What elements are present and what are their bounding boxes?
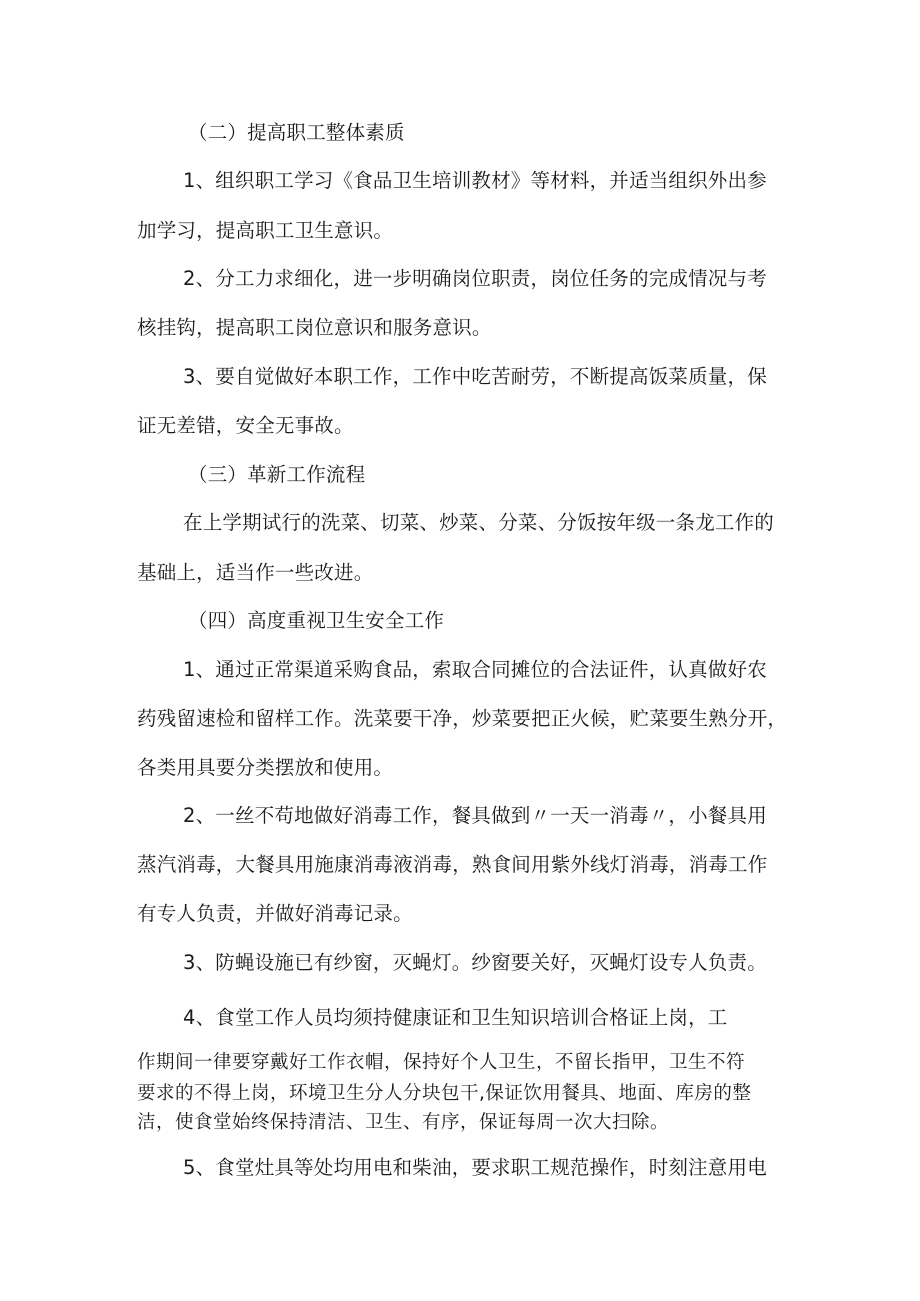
- paragraph-line: 4、食堂工作人员均须持健康证和卫生知识培训合格证上岗，工: [183, 1006, 728, 1029]
- paragraph-line: 蒸汽消毒，大餐具用施康消毒液消毒，熟食间用紫外线灯消毒，消毒工作: [137, 853, 768, 876]
- section-heading-2: （二）提高职工整体素质: [188, 121, 405, 144]
- paragraph-line: 各类用具要分类摆放和使用。: [137, 756, 394, 779]
- section-heading-3: （三）革新工作流程: [188, 463, 366, 486]
- paragraph-line: 核挂钩，提高职工岗位意识和服务意识。: [137, 316, 492, 339]
- paragraph-line: 要求的不得上岗，环境卫生分人分块包干,保证饮用餐具、地面、库房的整: [137, 1083, 752, 1104]
- paragraph-line: 药残留速检和留样工作。洗菜要干净，炒菜要把正火候，贮菜要生熟分开，: [137, 707, 788, 730]
- paragraph-line: 3、要自觉做好本职工作，工作中吃苦耐劳，不断提高饭菜质量，保: [183, 365, 767, 388]
- paragraph-line: 1、通过正常渠道采购食品，索取合同摊位的合法证件，认真做好农: [183, 658, 767, 681]
- paragraph-line: 5、食堂灶具等处均用电和柴油，要求职工规范操作，时刻注意用电: [183, 1156, 767, 1179]
- paragraph-line: 作期间一律要穿戴好工作衣帽，保持好个人卫生，不留长指甲，卫生不符: [137, 1052, 746, 1073]
- paragraph-line: 有专人负责，并做好消毒记录。: [137, 902, 413, 925]
- paragraph-line: 3、防蝇设施已有纱窗，灭蝇灯。纱窗要关好，灭蝇灯设专人负责。: [183, 951, 767, 974]
- paragraph-line: 2、分工力求细化，进一步明确岗位职责，岗位任务的完成情况与考: [183, 267, 767, 290]
- paragraph-line: 加学习，提高职工卫生意识。: [137, 219, 394, 242]
- paragraph-line: 在上学期试行的洗菜、切菜、炒菜、分菜、分饭按年级一条龙工作的: [183, 511, 775, 534]
- paragraph-line: 基础上，适当作一些改进。: [137, 561, 374, 584]
- paragraph-line: 2、一丝不苟地做好消毒工作，餐具做到〃一天一消毒〃，小餐具用: [183, 804, 767, 827]
- paragraph-line: 1、组织职工学习《食品卫生培训教材》等材料，并适当组织外出参: [183, 169, 767, 192]
- paragraph-line: 证无差错，安全无事故。: [137, 414, 354, 437]
- section-heading-4: （四）高度重视卫生安全工作: [188, 609, 445, 632]
- paragraph-line: 洁，使食堂始终保持清洁、卫生、有序，保证每周一次大扫除。: [137, 1112, 670, 1133]
